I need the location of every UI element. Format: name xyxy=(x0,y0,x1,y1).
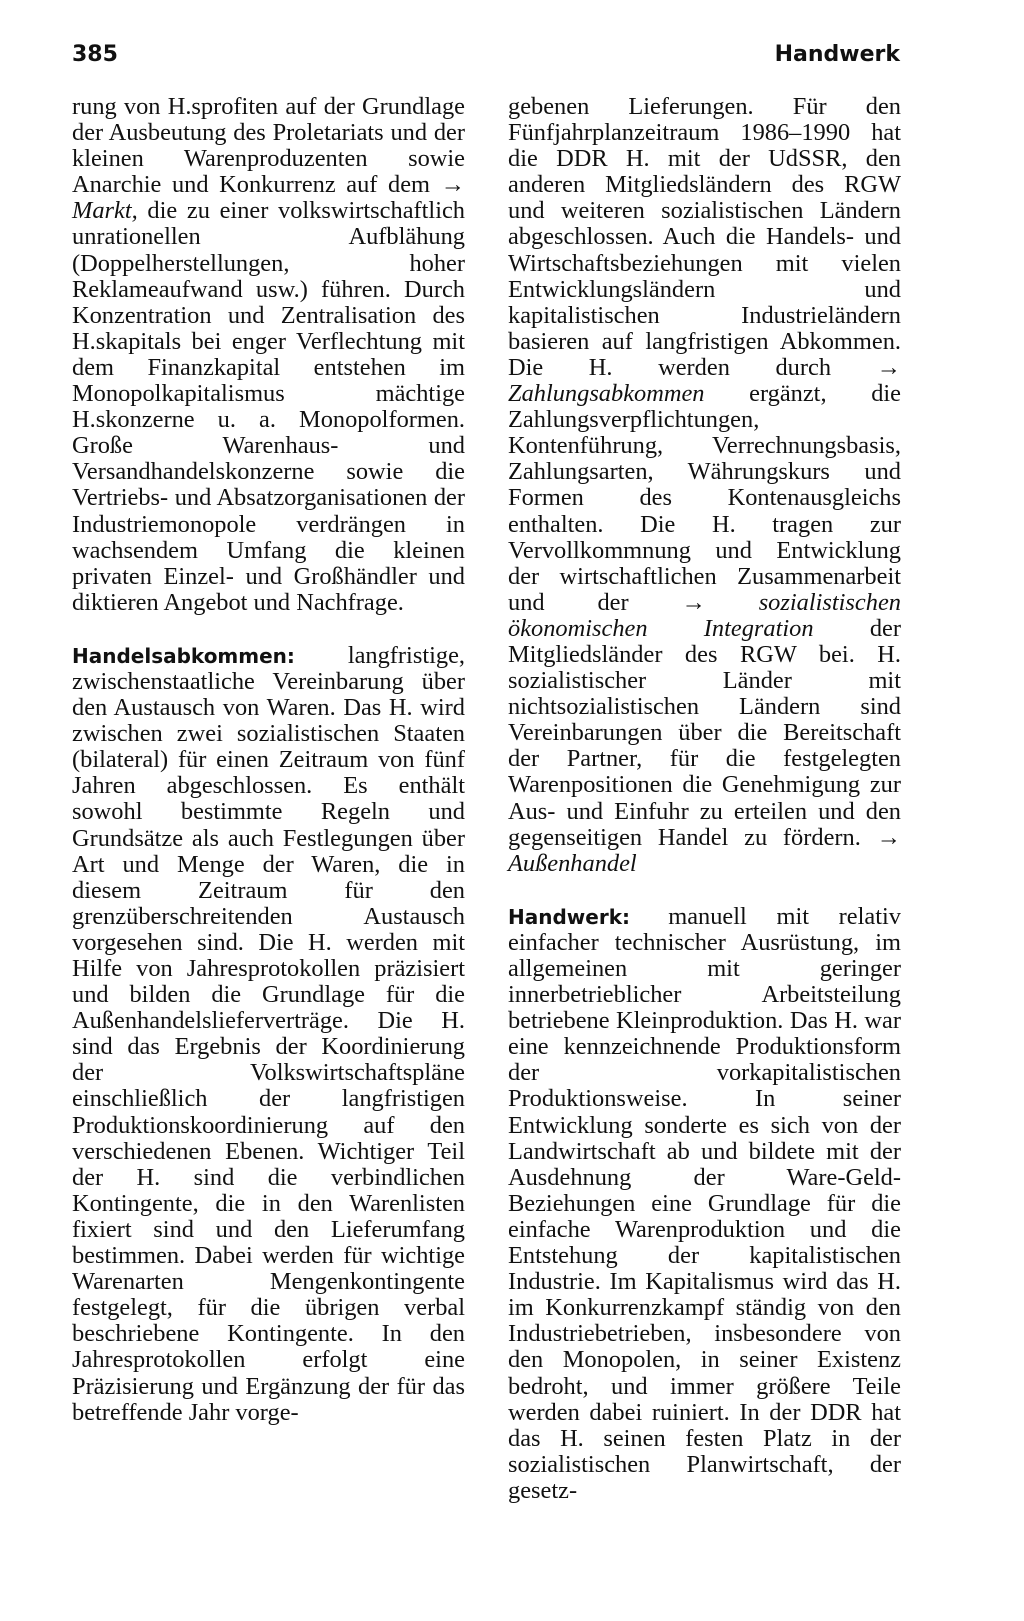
right-column xyxy=(508,94,901,1504)
entry-handelsabkommen xyxy=(72,643,465,1426)
definition-handelsabkommen: langfristige, zwischenstaatliche Vereinbarung über den Austausch von Waren. Das H. wird zwischen zwei sozialistischen Staaten (bilateral) für einen Zeitraum von fünf Jahren abgeschlossen. Es enthält sowohl bestimmte Regeln und Grundsätze als auch Festlegungen über Art und Menge der Waren, die in diesem Zeitraum für den grenzüberschreitenden Austausch vorgesehen sind. Die H. werden mit Hilfe von Jahresprotokollen präzisiert und bilden die Grundlage für die Außenhandelslieferverträge. Die H. sind das Ergebnis der Koordinierung der Volkswirtschaftspläne einschließlich der langfristigen Produktionskoordinierung auf den verschiedenen Ebenen. Wichtiger Teil der H. sind die verbindlichen Kontingente, die in den Warenlisten fixiert sind und den Lieferumfang bestimmen. Dabei werden für wichtige Warenarten Mengenkontingente festgelegt, für die übrigen verbal beschriebene Kontingente. In den Jahresprotokollen erfolgt eine Präzisierung und Ergänzung der für das betreffende Jahr vorge- xyxy=(72,641,465,1426)
left-column xyxy=(72,94,465,1426)
definition-handwerk: manuell mit relativ einfacher technischer Ausrüstung, im allgemeinen mit geringer innerbetrieblicher Arbeitsteilung betriebene Kleinproduktion. Das H. war eine kennzeichnende Produktionsform der vorkapitalistischen Produktionsweise. In seiner Entwicklung sonderte es sich von der Landwirtschaft ab und bildete mit der Ausdehnung der Ware-Geld-Beziehungen eine Grundlage für die einfache Warenproduktion und die Entstehung der kapitalistischen Industrie. Im Kapitalismus wird das H. im Konkurrenzkampf ständig von den Industriebetrieben, insbesondere von den Monopolen, in seiner Existenz bedroht, und immer größere Teile werden dabei ruiniert. In der DDR hat das H. seinen festen Platz in der sozialistischen Planwirtschaft, der gesetz- xyxy=(508,902,901,1504)
continuation-text-2: ergänzt, die Zahlungsverpflichtungen, Kontenführung, Verrechnungsbasis, Zahlungsarten, Währungskurs und Formen des Kontenausgleichs enthalten. Die H. tragen zur Vervollkommnung und Entwicklung der wirtschaftlichen Zusammenarbeit und der xyxy=(508,380,901,616)
cross-reference-sozialistische-integration: sozialistischen ökonomischen Integration xyxy=(508,588,901,642)
page-header xyxy=(72,42,900,82)
continuation-text-1: gebenen Lieferungen. Für den Fünfjahrplanzeitraum 1986–1990 hat die DDR H. mit der UdSSR, den anderen Mitgliedsländern des RGW und weiteren sozialistischen Ländern abgeschlossen. Auch die Handels- und Wirtschaftsbeziehungen mit vielen Entwicklungsländern und kapitalistischen Industrieländern basieren auf langfristigen Abkommen. Die H. werden durch xyxy=(508,93,901,381)
cross-reference-aussenhandel: Außenhandel xyxy=(508,849,637,877)
running-head: Handwerk xyxy=(774,42,900,67)
lemma-handwerk: Handwerk: xyxy=(508,904,630,929)
cross-reference-arrow: → xyxy=(440,171,465,199)
continuation-text-before-ref: rung von H.sprofiten auf der Grundlage der Ausbeutung des Proletariats und der kleinen Warenproduzenten sowie Anarchie und Konkurrenz auf dem xyxy=(72,93,465,199)
entry-separator xyxy=(508,877,901,904)
continuation-text-3: der Mitgliedsländer des RGW bei. H. sozialistischer Länder mit nichtsozialistischen Ländern sind Vereinbarungen über die Bereitschaft der Partner, für die festgelegten Warenpositionen die Genehmigung zur Aus- und Einfuhr zu erteilen und den gegenseitigen Handel zu fördern. xyxy=(508,614,901,851)
cross-reference-arrow: → xyxy=(681,588,706,616)
entry-handwerk xyxy=(508,904,901,1504)
entry-separator xyxy=(72,616,465,643)
lemma-handelsabkommen: Handelsabkommen: xyxy=(72,643,295,668)
cross-reference-arrow: → xyxy=(876,353,901,381)
page-number: 385 xyxy=(72,42,118,67)
continuation-text-after-ref: die zu einer volkswirtschaftlich unrationellen Aufblähung (Doppelherstellungen, hoher Reklameaufwand usw.) führen. Durch Konzentration und Zentralisation des H.skapitals bei enger Verflechtung mit dem Finanzkapital entstehen im Monopolkapitalismus mächtige H.skonzerne u. a. Monopolformen. Große Warenhaus- und Versandhandelskonzerne sowie die Vertriebs- und Absatzorganisationen der Industriemonopole verdrängen in wachsendem Umfang die kleinen privaten Einzel- und Großhändler und diktieren Angebot und Nachfrage. xyxy=(72,197,465,616)
cross-reference-arrow: → xyxy=(876,823,901,851)
cross-reference-zahlungsabkommen: Zahlungsabkommen xyxy=(508,380,705,408)
cross-reference-markt: Markt, xyxy=(72,197,138,225)
entry-continuation-handelsprofit xyxy=(72,94,465,616)
entry-continuation-handelsabkommen xyxy=(508,94,901,877)
